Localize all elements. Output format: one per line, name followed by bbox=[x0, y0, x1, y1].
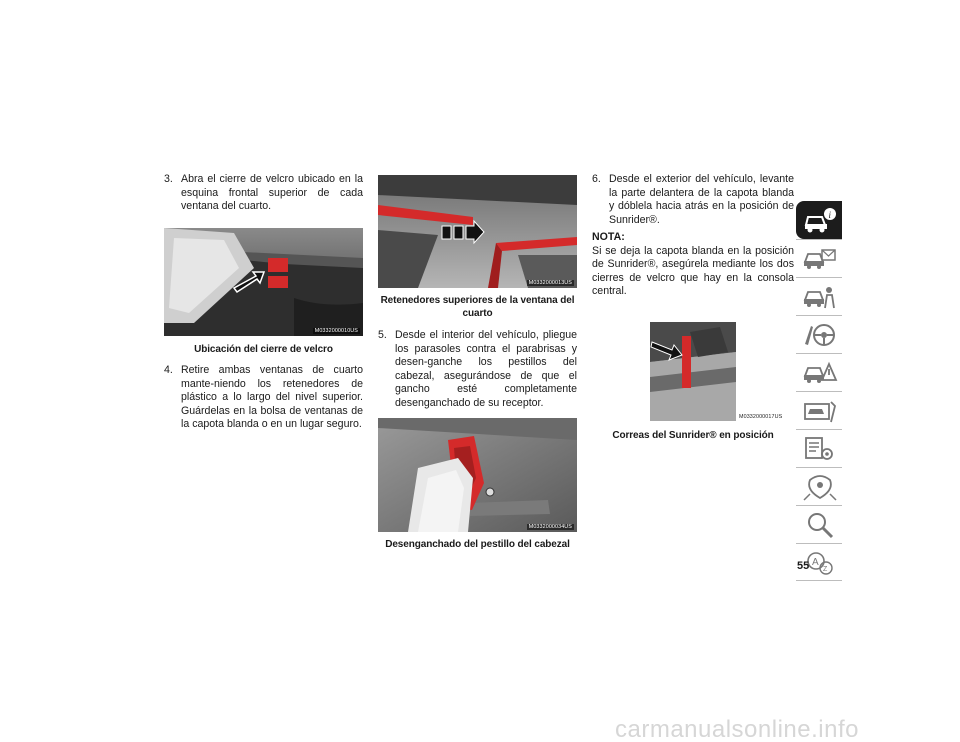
tab-car-service[interactable] bbox=[796, 391, 842, 429]
sunrider-straps-photo bbox=[650, 322, 736, 421]
figure-code: M0332000017US bbox=[739, 414, 783, 420]
car-service-icon bbox=[802, 396, 838, 426]
step-number: 3. bbox=[164, 173, 173, 185]
warning-car-icon bbox=[802, 358, 838, 388]
tab-warning-car[interactable] bbox=[796, 353, 842, 391]
steering-wheel-icon bbox=[802, 320, 838, 350]
tab-maintenance-tools[interactable] bbox=[796, 429, 842, 467]
tab-airbag-safety[interactable] bbox=[796, 277, 842, 315]
window-retainers-photo bbox=[378, 175, 577, 288]
maintenance-tools-icon bbox=[802, 434, 838, 464]
tab-search[interactable] bbox=[796, 505, 842, 543]
step-number: 5. bbox=[378, 329, 387, 341]
tab-multimedia[interactable] bbox=[796, 467, 842, 505]
figure-caption: Ubicación del cierre de velcro bbox=[194, 344, 333, 355]
tab-steering-wheel[interactable] bbox=[796, 315, 842, 353]
svg-text:Z: Z bbox=[823, 566, 828, 573]
dashboard-message-icon bbox=[802, 244, 838, 274]
watermark: carmanualsonline.info bbox=[615, 716, 859, 742]
figure-code: M0332000034US bbox=[528, 524, 572, 530]
page-number: 55 bbox=[797, 560, 810, 572]
car-info-icon bbox=[802, 205, 838, 235]
tab-dashboard-message[interactable] bbox=[796, 239, 842, 277]
step-text: Abra el cierre de velcro ubicado en la esquina frontal superior de cada ventana del cuarto. bbox=[181, 173, 363, 213]
step-5 bbox=[378, 329, 577, 411]
step-number: 4. bbox=[164, 364, 173, 376]
note bbox=[592, 231, 794, 299]
tab-car-info[interactable] bbox=[796, 201, 842, 239]
figure-code: M0332000013US bbox=[528, 280, 572, 286]
chapter-tabs bbox=[796, 201, 842, 581]
svg-text:i: i bbox=[828, 210, 832, 220]
airbag-safety-icon bbox=[802, 282, 838, 312]
svg-text:A: A bbox=[812, 557, 819, 568]
note-text: Si se deja la capota blanda en la posición de Sunrider®, asegúrela mediante los dos cierres de velcro que hay en la consola central. bbox=[592, 244, 794, 298]
step-4 bbox=[164, 364, 363, 432]
step-text: Desde el exterior del vehículo, levante la parte delantera de la capota blanda y dóblela hacia atrás en la posición de Sunrider®. bbox=[609, 173, 794, 226]
figure-caption: Retenedores superiores de la ventana del cuarto bbox=[380, 295, 575, 319]
step-text: Retire ambas ventanas de cuarto mante-niendo los retenedores de plástico a lo largo del nivel superior. Guárdelas en la bolsa de ventanas de la capota blanda o en un lugar seguro. bbox=[181, 364, 363, 431]
step-number: 6. bbox=[592, 173, 601, 185]
note-title: NOTA: bbox=[592, 231, 625, 243]
step-6 bbox=[592, 173, 794, 227]
search-icon bbox=[802, 510, 838, 540]
figure-caption: Desenganchado del pestillo del cabezal bbox=[385, 539, 570, 550]
figure-caption: Correas del Sunrider® en posición bbox=[612, 430, 774, 441]
step-3 bbox=[164, 173, 363, 214]
step-text: Desde el interior del vehículo, pliegue los parasoles contra el parabrisas y desen-ganche los pestillos del cabezal, asegurándose de que el gancho esté completamente desenganchado de su receptor. bbox=[395, 329, 577, 409]
header-latch-photo bbox=[378, 418, 577, 532]
velcro-location-photo bbox=[164, 228, 363, 336]
figure-code: M0332000010US bbox=[314, 328, 358, 334]
multimedia-icon bbox=[802, 472, 838, 502]
